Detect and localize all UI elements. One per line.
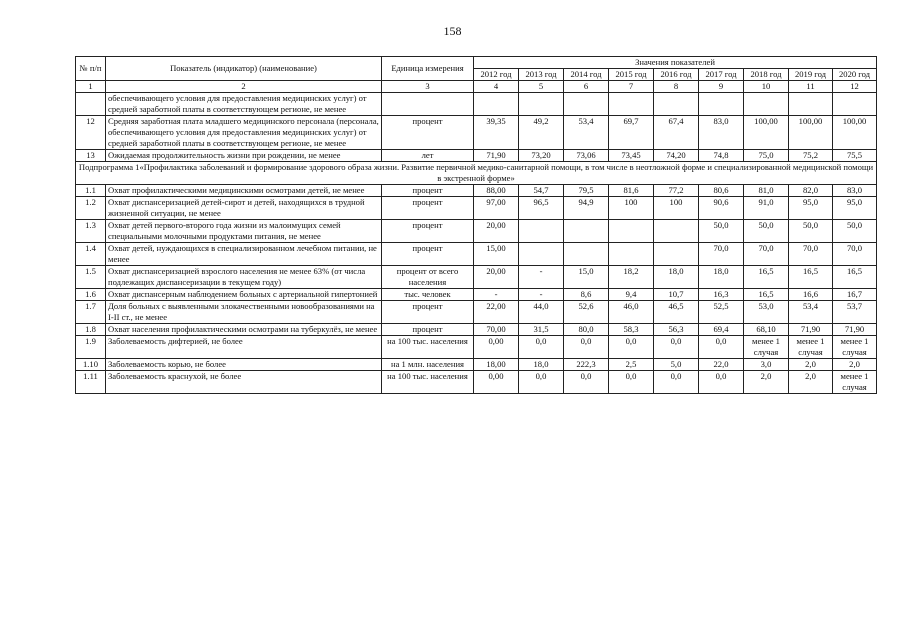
value-cell: 16,5: [789, 266, 833, 289]
header-values-group: Значения показателей: [474, 57, 877, 69]
table-row: [76, 266, 877, 289]
value-cell: 73,06: [564, 150, 609, 162]
unit-cell: на 1 млн. населения: [382, 359, 474, 371]
value-cell: 0,0: [699, 371, 744, 394]
indicator-name: Охват профилактическими медицинскими осмотрами детей, не менее: [106, 185, 382, 197]
value-cell: 70,00: [474, 324, 519, 336]
indicator-name: Заболеваемость корью, не более: [106, 359, 382, 371]
indicator-name: Охват детей, нуждающихся в специализированном лечебном питании, не менее: [106, 243, 382, 266]
value-cell: 69,4: [699, 324, 744, 336]
value-cell: 50,0: [699, 220, 744, 243]
value-cell: [609, 220, 654, 243]
unit-cell: процент: [382, 301, 474, 324]
row-number: 1.5: [76, 266, 106, 289]
value-cell: 9,4: [609, 289, 654, 301]
header-year: 2019 год: [789, 69, 833, 81]
unit-cell: тыс. человек: [382, 289, 474, 301]
value-cell: -: [474, 289, 519, 301]
unit-cell: процент: [382, 324, 474, 336]
row-number: 1.2: [76, 197, 106, 220]
column-number: 12: [833, 81, 877, 93]
value-cell: 97,00: [474, 197, 519, 220]
value-cell: 94,9: [564, 197, 609, 220]
value-cell: 81,0: [744, 185, 789, 197]
table-row: [76, 243, 877, 266]
row-number: 1.1: [76, 185, 106, 197]
table-row: [76, 289, 877, 301]
value-cell: [474, 93, 519, 116]
indicator-name: Охват диспансерным наблюдением больных с артериальной гипертонией: [106, 289, 382, 301]
value-cell: 16,5: [744, 266, 789, 289]
value-cell: 0,0: [654, 336, 699, 359]
value-cell: 2,0: [789, 371, 833, 394]
value-cell: [564, 220, 609, 243]
value-cell: менее 1 случая: [833, 336, 877, 359]
value-cell: 0,0: [609, 336, 654, 359]
value-cell: 2,0: [789, 359, 833, 371]
value-cell: 50,0: [833, 220, 877, 243]
indicator-name: Ожидаемая продолжительность жизни при рождении, не менее: [106, 150, 382, 162]
value-cell: 46,5: [654, 301, 699, 324]
row-number: [76, 93, 106, 116]
unit-cell: лет: [382, 150, 474, 162]
header-year: 2013 год: [519, 69, 564, 81]
value-cell: 80,0: [564, 324, 609, 336]
value-cell: менее 1 случая: [833, 371, 877, 394]
value-cell: 100: [654, 197, 699, 220]
value-cell: [654, 220, 699, 243]
value-cell: 82,0: [789, 185, 833, 197]
unit-cell: на 100 тыс. населения: [382, 336, 474, 359]
row-number: 1.4: [76, 243, 106, 266]
column-number: 10: [744, 81, 789, 93]
value-cell: [519, 220, 564, 243]
indicators-table: [75, 56, 877, 394]
value-cell: 70,0: [744, 243, 789, 266]
value-cell: менее 1 случая: [789, 336, 833, 359]
unit-cell: процент: [382, 197, 474, 220]
value-cell: [564, 243, 609, 266]
value-cell: 16,5: [833, 266, 877, 289]
header-year: 2012 год: [474, 69, 519, 81]
indicator-name: Охват диспансеризацией детей-сирот и детей, находящихся в трудной жизненной ситуации, не менее: [106, 197, 382, 220]
value-cell: [519, 243, 564, 266]
value-cell: 52,6: [564, 301, 609, 324]
value-cell: 53,4: [789, 301, 833, 324]
indicator-name: обеспечивающего условия для предоставления медицинских услуг) от средней заработной платы в соответствующем регионе, не менее: [106, 93, 382, 116]
value-cell: [609, 93, 654, 116]
value-cell: 52,5: [699, 301, 744, 324]
value-cell: 5,0: [654, 359, 699, 371]
table-row: [76, 197, 877, 220]
value-cell: 53,4: [564, 116, 609, 150]
value-cell: 2,0: [744, 371, 789, 394]
value-cell: 75,0: [744, 150, 789, 162]
column-number: 6: [564, 81, 609, 93]
value-cell: 71,90: [833, 324, 877, 336]
header-row-1: [76, 57, 877, 69]
row-number: 1.6: [76, 289, 106, 301]
value-cell: 75,2: [789, 150, 833, 162]
value-cell: 70,0: [789, 243, 833, 266]
value-cell: 100,00: [833, 116, 877, 150]
value-cell: 31,5: [519, 324, 564, 336]
value-cell: менее 1 случая: [744, 336, 789, 359]
value-cell: 90,6: [699, 197, 744, 220]
value-cell: 74,20: [654, 150, 699, 162]
column-number: 9: [699, 81, 744, 93]
indicator-name: Заболеваемость краснухой, не более: [106, 371, 382, 394]
value-cell: 91,0: [744, 197, 789, 220]
column-number: 2: [106, 81, 382, 93]
value-cell: 16,3: [699, 289, 744, 301]
value-cell: 68,10: [744, 324, 789, 336]
value-cell: -: [519, 289, 564, 301]
value-cell: 56,3: [654, 324, 699, 336]
value-cell: 100: [609, 197, 654, 220]
table-row: [76, 336, 877, 359]
subprogram-row: [76, 162, 877, 185]
row-number: 13: [76, 150, 106, 162]
value-cell: 16,6: [789, 289, 833, 301]
value-cell: 18,00: [474, 359, 519, 371]
value-cell: [699, 93, 744, 116]
value-cell: 46,0: [609, 301, 654, 324]
unit-cell: процент: [382, 243, 474, 266]
value-cell: 18,0: [699, 266, 744, 289]
value-cell: 2,0: [833, 359, 877, 371]
value-cell: [744, 93, 789, 116]
value-cell: [833, 93, 877, 116]
header-year: 2017 год: [699, 69, 744, 81]
value-cell: 77,2: [654, 185, 699, 197]
column-numbers-row: [76, 81, 877, 93]
table-row: [76, 93, 877, 116]
value-cell: 74,8: [699, 150, 744, 162]
value-cell: 70,0: [833, 243, 877, 266]
table-row: [76, 301, 877, 324]
row-number: 1.11: [76, 371, 106, 394]
row-number: 1.9: [76, 336, 106, 359]
value-cell: 16,7: [833, 289, 877, 301]
value-cell: 88,00: [474, 185, 519, 197]
header-unit: Единица измерения: [382, 57, 474, 81]
value-cell: 20,00: [474, 266, 519, 289]
indicator-name: Доля больных с выявленными злокачественными новообразованиями на I-II ст., не менее: [106, 301, 382, 324]
value-cell: 73,45: [609, 150, 654, 162]
header-year: 2015 год: [609, 69, 654, 81]
value-cell: 96,5: [519, 197, 564, 220]
value-cell: 15,00: [474, 243, 519, 266]
value-cell: 22,00: [474, 301, 519, 324]
table-body: [76, 93, 877, 394]
column-number: 7: [609, 81, 654, 93]
table-row: [76, 220, 877, 243]
value-cell: 67,4: [654, 116, 699, 150]
column-number: 3: [382, 81, 474, 93]
column-number: 5: [519, 81, 564, 93]
value-cell: 22,0: [699, 359, 744, 371]
value-cell: 0,0: [519, 336, 564, 359]
table-row: [76, 324, 877, 336]
value-cell: 0,00: [474, 371, 519, 394]
value-cell: 15,0: [564, 266, 609, 289]
value-cell: 18,0: [654, 266, 699, 289]
value-cell: 100,00: [744, 116, 789, 150]
unit-cell: процент: [382, 220, 474, 243]
value-cell: 83,0: [833, 185, 877, 197]
value-cell: 71,90: [789, 324, 833, 336]
table-row: [76, 371, 877, 394]
header-year: 2020 год: [833, 69, 877, 81]
value-cell: [789, 93, 833, 116]
value-cell: 39,35: [474, 116, 519, 150]
unit-cell: процент: [382, 116, 474, 150]
value-cell: 2,5: [609, 359, 654, 371]
value-cell: 222,3: [564, 359, 609, 371]
value-cell: 20,00: [474, 220, 519, 243]
value-cell: 50,0: [744, 220, 789, 243]
value-cell: 0,0: [564, 336, 609, 359]
value-cell: 73,20: [519, 150, 564, 162]
header-year: 2018 год: [744, 69, 789, 81]
value-cell: 58,3: [609, 324, 654, 336]
value-cell: [519, 93, 564, 116]
unit-cell: на 100 тыс. населения: [382, 371, 474, 394]
row-number: 12: [76, 116, 106, 150]
value-cell: 53,7: [833, 301, 877, 324]
indicator-name: Охват диспансеризацией взрослого населения не менее 63% (от числа подлежащих диспансеризации в текущем году): [106, 266, 382, 289]
value-cell: 80,6: [699, 185, 744, 197]
value-cell: 0,0: [564, 371, 609, 394]
value-cell: 0,00: [474, 336, 519, 359]
row-number: 1.3: [76, 220, 106, 243]
value-cell: 3,0: [744, 359, 789, 371]
value-cell: 0,0: [654, 371, 699, 394]
value-cell: 0,0: [699, 336, 744, 359]
column-number: 1: [76, 81, 106, 93]
value-cell: -: [519, 266, 564, 289]
indicator-name: Средняя заработная плата младшего медицинского персонала (персонала, обеспечивающего условия для предоставления медицинских услуг) от средней заработной платы в соответствующем регионе, не менее: [106, 116, 382, 150]
value-cell: 44,0: [519, 301, 564, 324]
value-cell: 8,6: [564, 289, 609, 301]
value-cell: 54,7: [519, 185, 564, 197]
row-number: 1.7: [76, 301, 106, 324]
header-num: № п/п: [76, 57, 106, 81]
value-cell: 95,0: [789, 197, 833, 220]
header-year: 2014 год: [564, 69, 609, 81]
unit-cell: [382, 93, 474, 116]
value-cell: 53,0: [744, 301, 789, 324]
value-cell: 71,90: [474, 150, 519, 162]
value-cell: 100,00: [789, 116, 833, 150]
value-cell: [609, 243, 654, 266]
column-number: 8: [654, 81, 699, 93]
row-number: 1.8: [76, 324, 106, 336]
value-cell: [654, 93, 699, 116]
value-cell: 0,0: [519, 371, 564, 394]
table-row: [76, 359, 877, 371]
column-number: 4: [474, 81, 519, 93]
indicator-name: Охват детей первого-второго года жизни из малоимущих семей специальными молочными продуктами питания, не менее: [106, 220, 382, 243]
table-row: [76, 185, 877, 197]
value-cell: 75,5: [833, 150, 877, 162]
value-cell: 81,6: [609, 185, 654, 197]
value-cell: 95,0: [833, 197, 877, 220]
value-cell: 0,0: [609, 371, 654, 394]
table-row: [76, 116, 877, 150]
value-cell: [654, 243, 699, 266]
value-cell: 79,5: [564, 185, 609, 197]
value-cell: 70,0: [699, 243, 744, 266]
value-cell: 18,2: [609, 266, 654, 289]
column-number: 11: [789, 81, 833, 93]
page-number: 158: [443, 24, 462, 38]
value-cell: 69,7: [609, 116, 654, 150]
header-indicator: Показатель (индикатор) (наименование): [106, 57, 382, 81]
value-cell: 18,0: [519, 359, 564, 371]
value-cell: [564, 93, 609, 116]
unit-cell: процент от всего населения: [382, 266, 474, 289]
value-cell: 83,0: [699, 116, 744, 150]
unit-cell: процент: [382, 185, 474, 197]
indicator-name: Охват населения профилактическими осмотрами на туберкулёз, не менее: [106, 324, 382, 336]
table-row: [76, 150, 877, 162]
row-number: 1.10: [76, 359, 106, 371]
value-cell: 16,5: [744, 289, 789, 301]
value-cell: 10,7: [654, 289, 699, 301]
header-year: 2016 год: [654, 69, 699, 81]
indicator-name: Заболеваемость дифтерией, не более: [106, 336, 382, 359]
value-cell: 49,2: [519, 116, 564, 150]
value-cell: 50,0: [789, 220, 833, 243]
subprogram-title: Подпрограмма 1«Профилактика заболеваний и формирование здорового образа жизни. Развитие первичной медико-санитарной помощи, в том числе в неотложной форме и специализированной медицинской помощи в экстренной форме»: [76, 162, 877, 185]
